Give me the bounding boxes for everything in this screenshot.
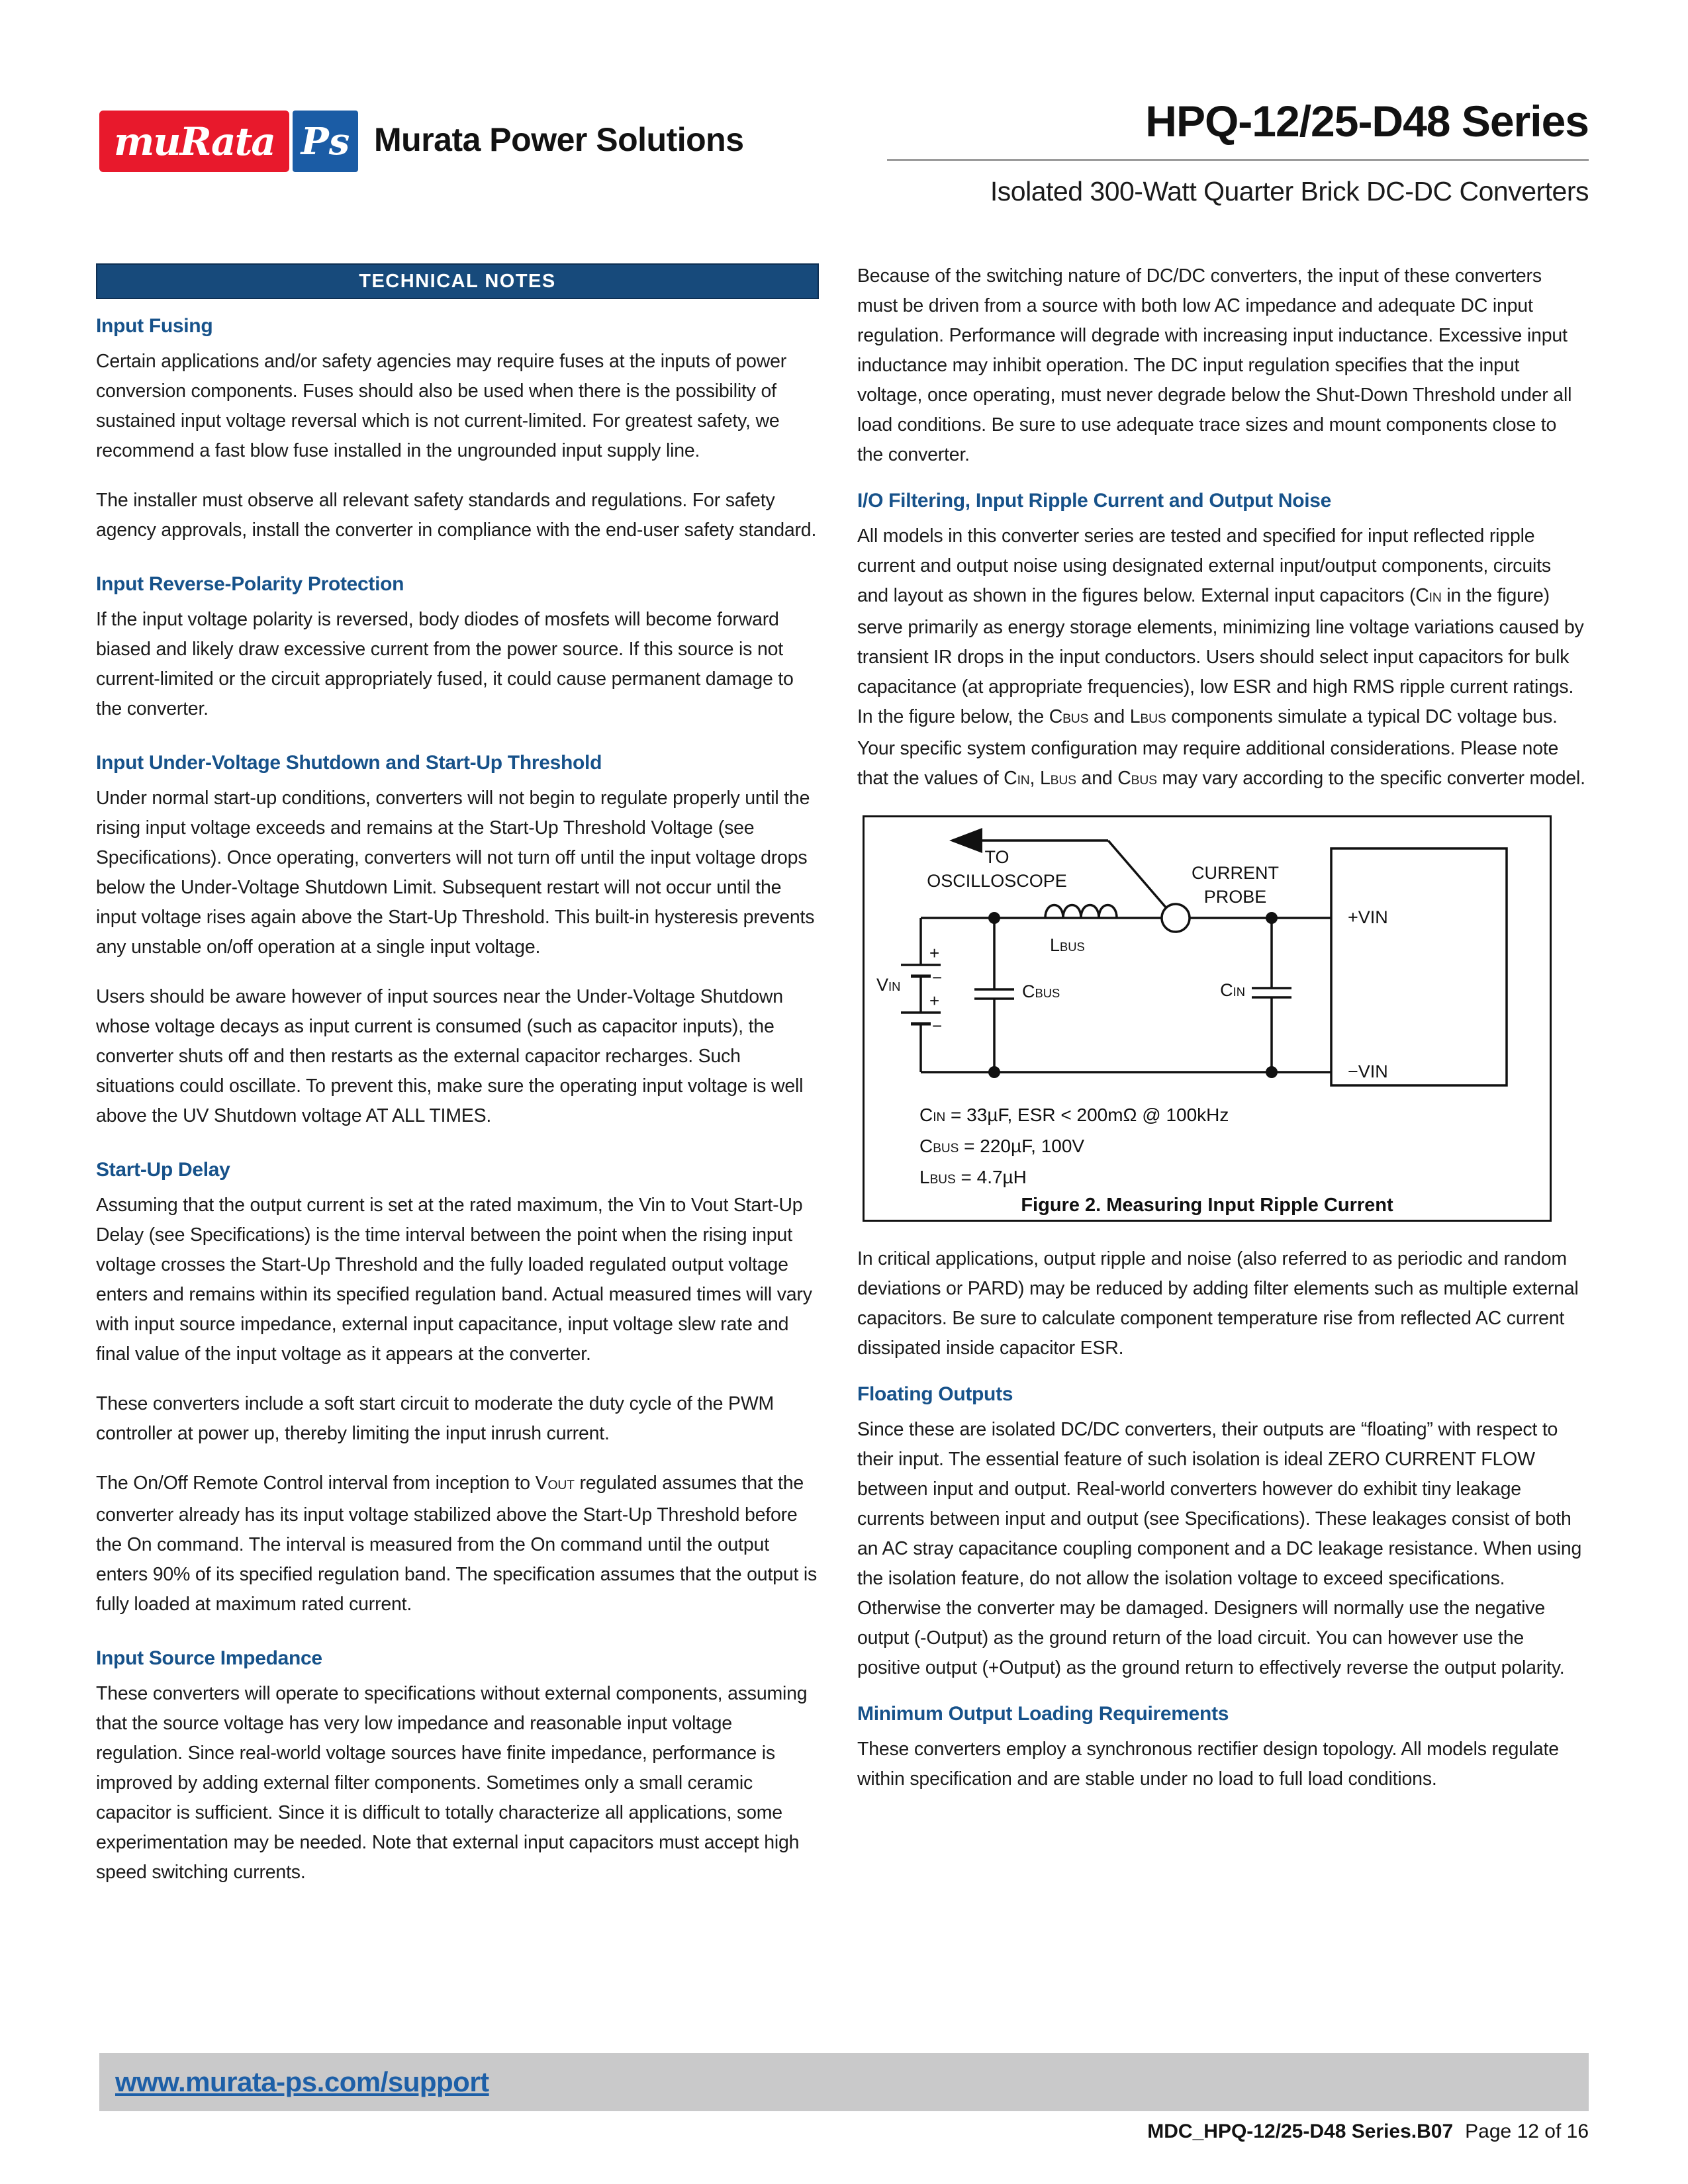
paragraph: Under normal start-up conditions, converters will not begin to regulate properly until the rising input voltage exceeds and remains at the Start-Up Threshold Voltage (see Specifications). Once operating, converters will not turn off until the input voltage drops below the Under-Voltage Shutdown Limit. Subsequent restart will not occur until the input voltage rises again above the Start-Up Threshold. This built-in hysteresis prevents any unstable on/off operation at a single input voltage. [96,788,815,958]
support-link[interactable]: www.murata-ps.com/support [115,2066,489,2097]
paragraph: The On/Off Remote Control interval from inception to VOUT regulated assumes that the converter already has its input voltage stabilized above the Start-Up Threshold before the On command. The interval is measured from the On command until the output enters 90% of its specified regulation band. The specification assumes that the output is fully loaded at maximum rated current. [96,1473,818,1615]
murata-ps-logo-blue [293,111,358,172]
lbus-value: LBUS = 4.7µH [919,1167,1027,1187]
ps-logo-text: Ps [301,119,350,163]
heading-minimum-output-loading: Minimum Output Loading Requirements [857,1703,1229,1725]
cbus-label: CBUS [1022,981,1060,1001]
page-title: HPQ-12/25-D48 Series [1145,97,1589,146]
murata-logo-text: muRata [113,118,275,164]
plus-vin-pin-label: +VIN [1348,907,1388,927]
battery-plus-2: + [929,991,940,1011]
paragraph: All models in this converter series are tested and specified for input reflected ripple current and output noise using designated external input/output components, circuits and layout as shown in the figures below. External input capacitors (CIN in the figure) serve primarily as energy storage elements, minimizing line voltage variations caused by transient IR drops in the input conductors. Users should select input capacitors for bulk capacitance (at appropriate frequencies), low ESR and high RMS ripple current ratings. In the figure below, the CBUS and LBUS components simulate a typical DC voltage bus. Your specific system configuration may require additional considerations. Please note that the values of CIN, LBUS and CBUS may vary according to the specific converter model. [857,525,1585,789]
footer-bar [99,2053,1589,2111]
lbus-inductor-coil [1045,905,1117,919]
converter-box [1331,848,1507,1085]
technical-notes-banner: TECHNICAL NOTES [96,263,819,299]
component-values [919,1101,1229,1194]
left-column [96,263,819,1907]
cin-label: CIN [1220,980,1245,1000]
probe-lead-diagonal [1108,841,1166,908]
paragraph: These converters will operate to specifications without external components, assuming that the source voltage has very low impedance and reasonable input voltage regulation. Since real-world voltage sources have finite impedance, performance is improved by adding external filter components. Sometimes only a small ceramic capacitor is sufficient. Since it is difficult to totally characterize all applications, some experimentation may be needed. Note that external input capacitors must accept high speed switching currents. [96,1683,808,1883]
paragraph: If the input voltage polarity is reversed, body diodes of mosfets will become forward biased and likely draw excessive current from the power source. If this source is not current-limited or the circuit appropriately fused, it could cause permanent damage to the converter. [96,609,794,719]
paragraph: In critical applications, output ripple and noise (also referred to as periodic and random deviations or PARD) may be reduced by adding filter elements such as multiple external capacitors. Be sure to calculate component temperature rise from reflected AC current dissipated inside capacitor ESR. [857,1248,1579,1359]
figure-caption: Figure 2. Measuring Input Ripple Current [1021,1195,1393,1216]
heading-input-fusing: Input Fusing [96,315,213,337]
murata-logo-red [99,111,289,172]
paragraph: These converters include a soft start circuit to moderate the duty cycle of the PWM controller at power up, thereby limiting the input inrush current. [96,1393,774,1444]
title-divider [887,159,1589,161]
document-reference: MDC_HPQ-12/25-D48 Series.B07 [1147,2120,1454,2142]
to-oscilloscope-label: TO OSCILLOSCOPE [927,847,1067,891]
paragraph: Assuming that the output current is set at the rated maximum, the Vin to Vout Start-Up Delay (see Specifications) is the time interval between the point when the rising input voltage crosses the Start-Up Threshold and the fully loaded regulated output voltage enters and remains within its specified regulation band. Actual measured times will vary with input source impedance, external input capacitance, input voltage slew rate and final value of the input voltage as it appears at the converter. [96,1195,812,1365]
page-subtitle: Isolated 300-Watt Quarter Brick DC-DC Converters [990,176,1589,206]
heading-floating-outputs: Floating Outputs [857,1383,1013,1405]
battery-minus-1: − [932,968,943,987]
footer-meta [662,2120,1589,2143]
paragraph: The installer must observe all relevant safety standards and regulations. For safety agency approvals, install the converter in compliance with the end-user safety standard. [96,490,817,541]
heading-io-filtering: I/O Filtering, Input Ripple Current and Output Noise [857,490,1332,512]
right-column [857,261,1585,1814]
paragraph: These converters employ a synchronous rectifier design topology. All models regulate within specification and are stable under no load to full load conditions. [857,1739,1559,1790]
heading-start-up-delay: Start-Up Delay [96,1159,230,1181]
battery-plus-1: + [929,943,940,963]
heading-under-voltage-shutdown: Input Under-Voltage Shutdown and Start-Up Threshold [96,752,602,774]
heading-input-reverse-polarity: Input Reverse-Polarity Protection [96,573,404,595]
heading-input-source-impedance: Input Source Impedance [96,1647,322,1669]
cbus-value: CBUS = 220µF, 100V [919,1136,1085,1156]
lbus-label: LBUS [1050,935,1085,955]
paragraph: Users should be aware however of input sources near the Under-Voltage Shutdown whose voltage decays as input current is consumed (such as capacitor inputs), the converter shuts off and then restarts as the external capacitor recharges. Such situations could oscillate. To prevent this, make sure the operating input voltage is well above the UV Shutdown voltage AT ALL TIMES. [96,986,804,1126]
figure-2-measuring-input-ripple-current [863,815,1552,1222]
page-number: Page 12 of 16 [1465,2120,1589,2142]
battery-minus-2: − [932,1016,943,1036]
vin-source-label: VIN [876,975,901,995]
current-probe-label: CURRENT PROBE [1192,863,1279,907]
minus-vin-pin-label: −VIN [1348,1062,1388,1081]
paragraph: Since these are isolated DC/DC converters, their outputs are “floating” with respect to their input. The essential feature of such isolation is ideal ZERO CURRENT FLOW between input and output. Real-world converters however do exhibit tiny leakage currents between input and output (see Specifications). These leakages consist of both an AC stray capacitance coupling component and a DC leakage resistance. When using the isolation feature, do not allow the isolation voltage to exceed specifications. Otherwise the converter may be damaged. Designers will normally use the negative output (-Output) as the ground return of the load circuit. You can however use the positive output (+Output) as the ground return to effectively reverse the output polarity. [857,1419,1582,1678]
paragraph: Because of the switching nature of DC/DC converters, the input of these converters must be driven from a source with both low AC impedance and adequate DC input regulation. Performance will degrade with increasing input inductance. Excessive input inductance may inhibit operation. The DC input regulation specifies that the input voltage, once operating, must never degrade below the Shut-Down Threshold under all load conditions. Be sure to use adequate trace sizes and mount components close to the converter. [857,265,1572,465]
cin-value: CIN = 33µF, ESR < 200mΩ @ 100kHz [919,1105,1229,1125]
paragraph: Certain applications and/or safety agencies may require fuses at the inputs of power conversion components. Fuses should also be used when there is the possibility of sustained input voltage reversal which is not current-limited. For greatest safety, we recommend a fast blow fuse installed in the ungrounded input supply line. [96,351,787,461]
company-name: Murata Power Solutions [374,121,744,158]
